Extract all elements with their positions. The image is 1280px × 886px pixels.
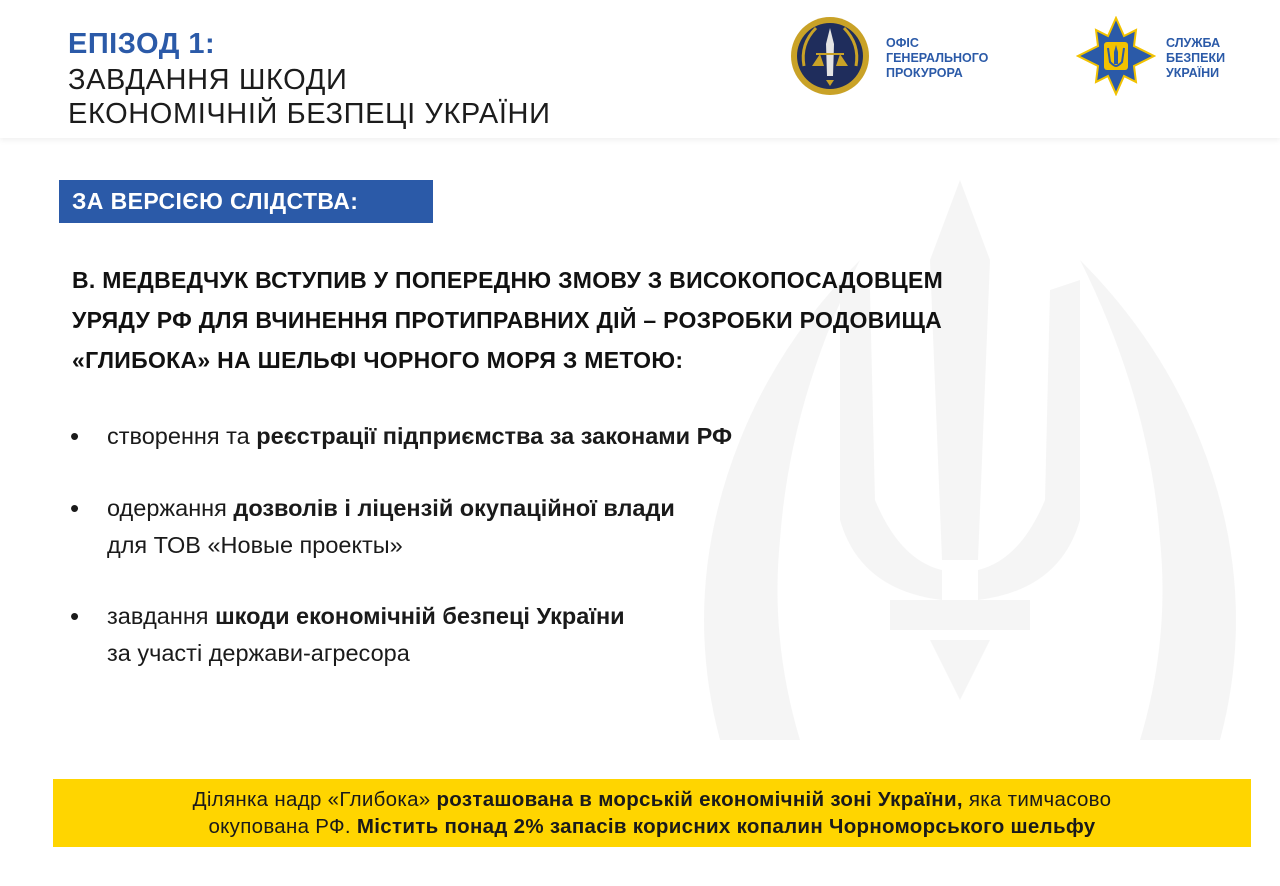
header-bar — [0, 0, 1280, 138]
bullet-dot-icon: • — [70, 493, 80, 523]
ogp-label-line3: ПРОКУРОРА — [886, 66, 963, 80]
sbu-cross-icon — [1076, 16, 1156, 96]
footnote-bold-text: Містить понад 2% запасів корисних копалин Чорноморського шельфу — [356, 815, 1096, 838]
lead-line2: УРЯДУ РФ ДЛЯ ВЧИНЕННЯ ПРОТИПРАВНИХ ДІЙ – РОЗРОБКИ РОДОВИЩА — [72, 307, 943, 333]
episode-subtitle-line1: ЗАВДАННЯ ШКОДИ — [68, 64, 348, 96]
sbu-label-line3: УКРАЇНИ — [1166, 66, 1220, 80]
sbu-label-line1: СЛУЖБА — [1166, 36, 1221, 50]
trident-watermark-icon — [660, 140, 1280, 780]
sbu-label — [1166, 36, 1225, 81]
ogp-label-line1: ОФІС — [886, 36, 919, 50]
bullet-text: завдання — [107, 603, 216, 629]
prosecutor-emblem-icon — [790, 14, 870, 98]
bullet-text: одержання — [107, 495, 234, 521]
bullet-bold-text: шкоди економічній безпеці України — [215, 603, 625, 629]
footnote-text: яка тимчасово — [962, 788, 1112, 811]
bullet-text: створення та — [107, 423, 257, 449]
sbu-label-line2: БЕЗПЕКИ — [1166, 51, 1226, 65]
bullet-bold-text: реєстрації підприємства за законами РФ — [256, 423, 733, 449]
bullet-dot-icon: • — [70, 421, 80, 451]
episode-subtitle-line2: ЕКОНОМІЧНІЙ БЕЗПЕЦІ УКРАЇНИ — [68, 98, 551, 130]
lead-line3: «ГЛИБОКА» НА ШЕЛЬФІ ЧОРНОГО МОРЯ З МЕТОЮ: — [72, 347, 684, 373]
lead-statement — [72, 260, 943, 380]
footnote-bold-text: розташована в морській економічній зоні України, — [436, 788, 963, 811]
lead-line1: В. МЕДВЕДЧУК ВСТУПИВ У ПОПЕРЕДНЮ ЗМОВУ З ВИСОКОПОСАДОВЦЕМ — [72, 267, 944, 293]
bullet-bold-text: дозволів і ліцензій окупаційної влади — [233, 495, 675, 521]
ogp-label-line2: ГЕНЕРАЛЬНОГО — [886, 51, 989, 65]
investigation-version-label: ЗА ВЕРСІЄЮ СЛІДСТВА: — [59, 180, 433, 223]
footnote-text: окупована РФ. — [208, 815, 357, 838]
bullet-second-line: для ТОВ «Новые проекты» — [107, 532, 403, 558]
bullet-dot-icon: • — [70, 601, 80, 631]
footnote-text: Ділянка надр «Глибока» — [192, 788, 437, 811]
bullet-second-line: за участі держави-агресора — [107, 640, 410, 666]
prosecutor-office-label — [886, 36, 988, 81]
footnote-highlight-bar — [53, 779, 1251, 847]
episode-title: ЕПІЗОД 1: — [68, 28, 216, 60]
